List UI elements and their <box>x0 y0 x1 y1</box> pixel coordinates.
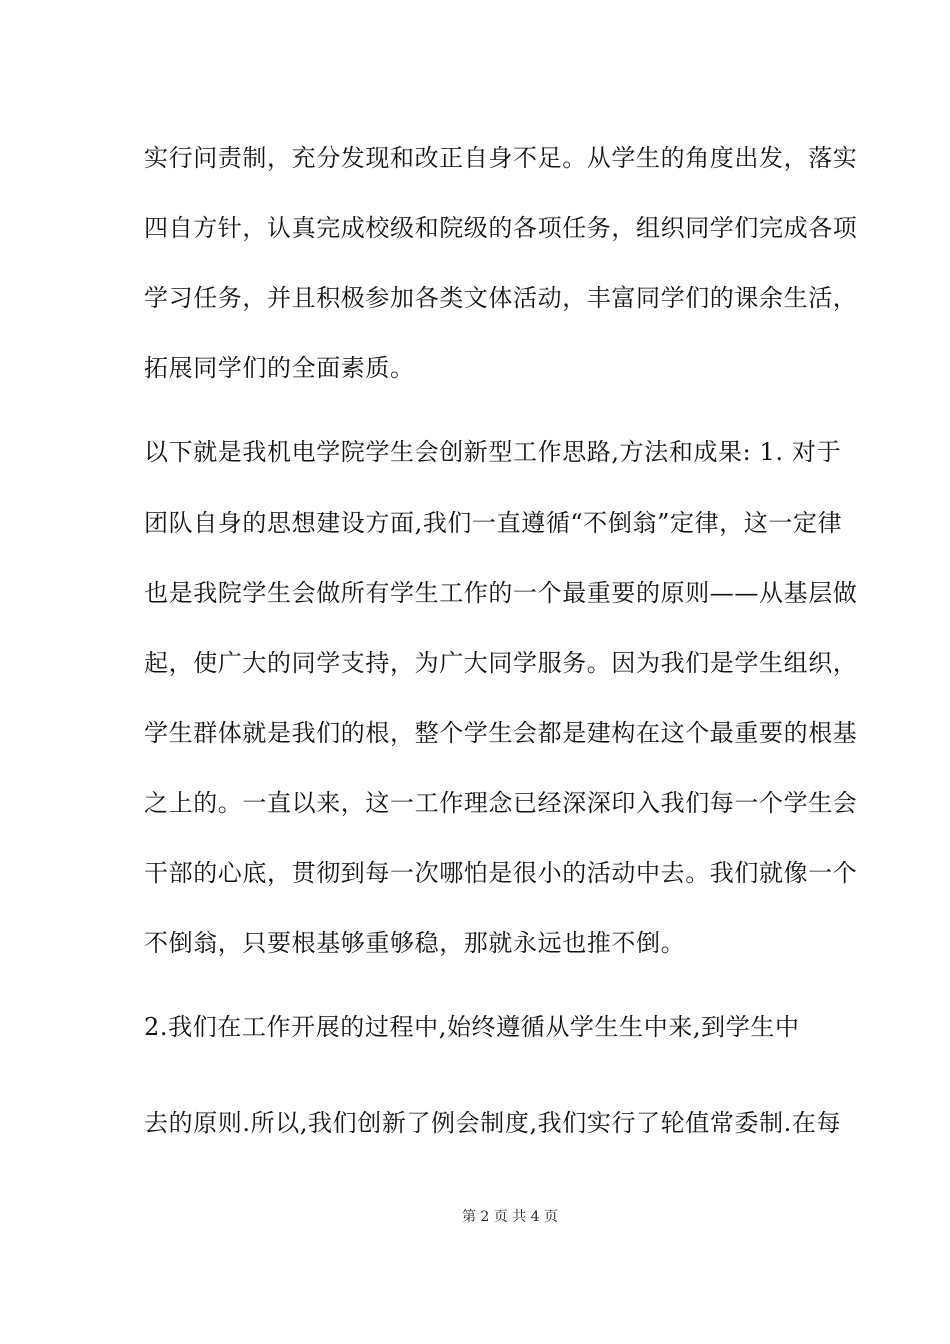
body-text-line: 起，使广大的同学支持，为广大同学服务。因为我们是学生组织， <box>144 649 858 677</box>
body-text-line: 之上的。一直以来，这一工作理念已经深深印入我们每一个学生会 <box>144 789 858 817</box>
body-text-line: 拓展同学们的全面素质。 <box>144 354 415 382</box>
body-text-line: 实行问责制，充分发现和改正自身不足。从学生的角度出发，落实 <box>144 144 858 172</box>
body-text-line: 干部的心底，贯彻到每一次哪怕是很小的活动中去。我们就像一个 <box>144 859 858 887</box>
body-text-line: 学生群体就是我们的根，整个学生会都是建构在这个最重要的根基 <box>144 719 858 747</box>
body-text-line: 也是我院学生会做所有学生工作的一个最重要的原则——从基层做 <box>144 579 858 607</box>
body-text-line: 团队自身的思想建设方面,我们一直遵循“不倒翁”定律，这一定律 <box>144 509 843 537</box>
page-footer: 第 2 页 共 4 页 <box>461 1209 559 1225</box>
body-text-line: 不倒翁，只要根基够重够稳，那就永远也推不倒。 <box>144 929 686 957</box>
body-text-line: 以下就是我机电学院学生会创新型工作思路,方法和成果: 1. 对于 <box>144 438 842 466</box>
body-text-line: 四自方针，认真完成校级和院级的各项任务，组织同学们完成各项 <box>144 214 858 242</box>
body-text-line: 2.我们在工作开展的过程中,始终遵循从学生生中来,到学生中 <box>144 1013 800 1041</box>
body-text-line: 去的原则.所以,我们创新了例会制度,我们实行了轮值常委制.在每 <box>144 1109 842 1137</box>
body-text-line: 学习任务，并且积极参加各类文体活动，丰富同学们的课余生活， <box>144 284 858 312</box>
